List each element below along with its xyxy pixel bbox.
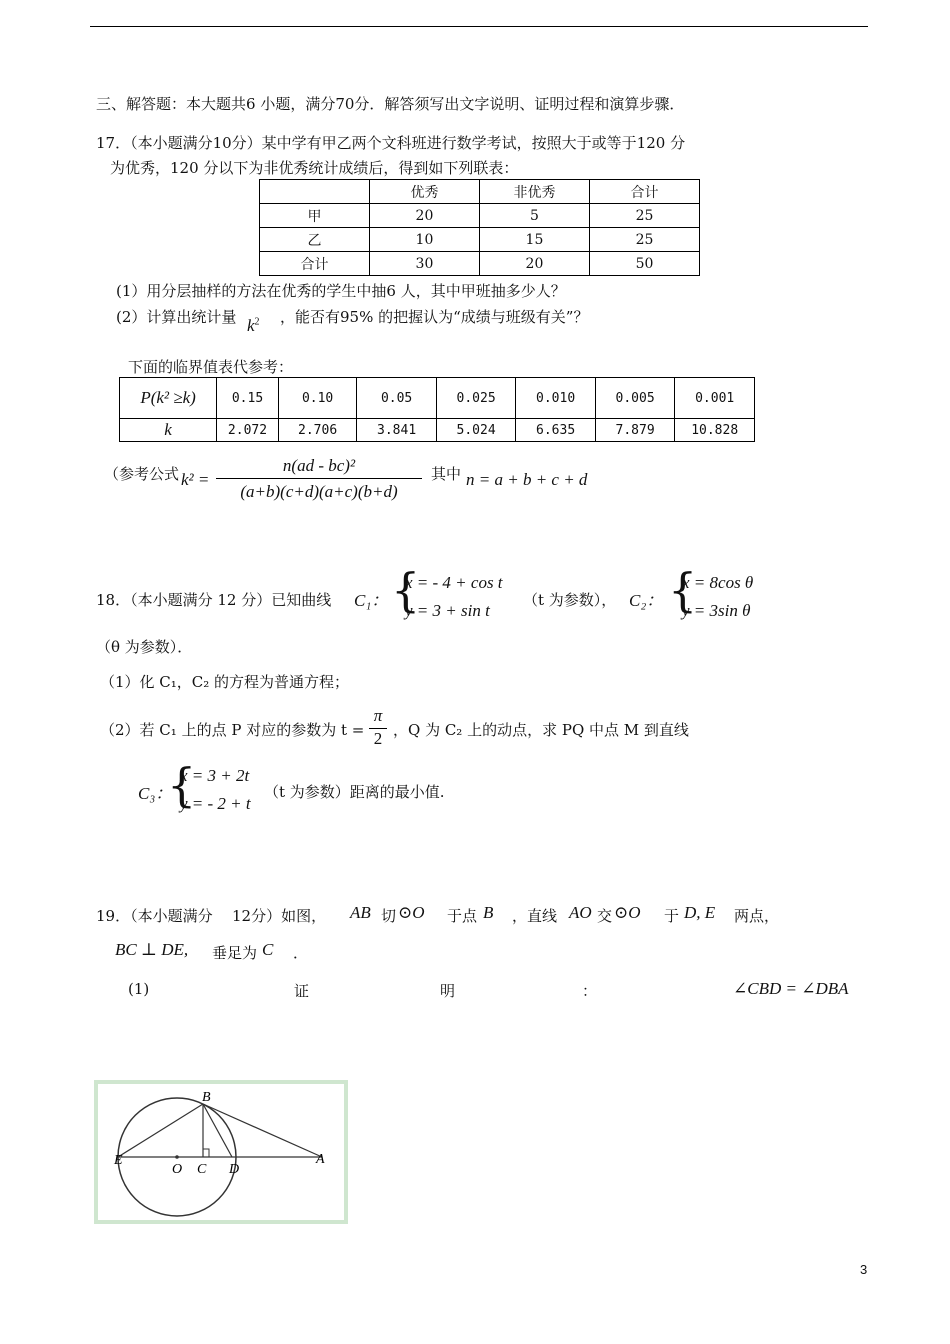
q18-c2-x: x = 8cos θ: [682, 573, 754, 592]
formula-fraction: [216, 456, 422, 502]
q17-k2: $k^2$: [247, 316, 260, 335]
label-o: O: [172, 1162, 183, 1177]
table-row: [260, 180, 700, 204]
q18-intro: 18．（本小题满分 12 分）已知曲线: [96, 591, 332, 609]
table-cell: k: [120, 419, 217, 442]
formula-numerator: n(ad - bc)²: [216, 456, 422, 479]
table-cell: 2.072: [217, 419, 279, 442]
critical-value-table: [119, 377, 755, 442]
q17-part2-a: (2）计算出统计量: [116, 308, 237, 326]
q19-part1-label: (1): [128, 980, 150, 998]
q19-at: 于: [664, 907, 680, 925]
fraction-numerator: π: [369, 706, 387, 729]
q17-part1: (1）用分层抽样的方法在优秀的学生中抽6 人，其中甲班抽多少人？: [116, 282, 566, 300]
q18-part2-a: （2）若 C₁ 上的点 P 对应的参数为 t =: [100, 721, 365, 739]
table-row: [260, 252, 700, 276]
q18-pi-fraction: [369, 706, 387, 749]
formula-lhs: k² =: [181, 470, 210, 489]
q18-c1-label: C₁：: [354, 591, 389, 610]
q19-part1-colon: ：: [582, 982, 598, 1000]
q19-circle-o: ⊙O: [398, 903, 425, 922]
q18-c1-x: x = - 4 + cos t: [405, 573, 503, 592]
q19-ao: AO: [569, 903, 592, 922]
q18-c2-y: y = 3sin θ: [682, 601, 751, 620]
table-cell: 0.001: [675, 378, 755, 419]
q19-part1-ming: 明: [440, 982, 456, 1000]
q19-line2-d: ．: [293, 944, 309, 962]
crit-intro: 下面的临界值表代参考：: [128, 358, 294, 376]
table-cell: 5: [479, 204, 589, 228]
table-row: [260, 204, 700, 228]
table-cell: 5.024: [436, 419, 516, 442]
table-cell: 非优秀: [479, 180, 589, 204]
q19-angle-equation: ∠CBD = ∠DBA: [733, 979, 849, 998]
page-number: 3: [860, 1262, 868, 1277]
q18-c1-y: y = 3 + sin t: [405, 601, 490, 620]
q18-part2-b: ，Q 为 C₂ 上的动点，求 PQ 中点 M 到直线: [393, 721, 689, 739]
table-row: [260, 228, 700, 252]
table-cell: 3.841: [357, 419, 437, 442]
table-cell: 2.706: [278, 419, 357, 442]
q17-line2: 为优秀，120 分以下为非优秀统计成绩后，得到如下列联表：: [110, 159, 519, 177]
table-cell: 0.010: [516, 378, 596, 419]
table-cell: 50: [589, 252, 699, 276]
label-e: E: [114, 1153, 123, 1168]
brace-icon: {: [391, 563, 421, 617]
table-cell: 0.15: [217, 378, 279, 419]
table-cell: 乙: [260, 228, 370, 252]
table-row: [120, 378, 755, 419]
table-cell: 25: [589, 228, 699, 252]
circle-tangent-diagram: [98, 1084, 344, 1220]
brace-icon: {: [167, 758, 197, 812]
q19-line2-a: BC ⊥ DE,: [115, 940, 189, 959]
table-cell: 6.635: [516, 419, 596, 442]
q18-param-theta: （θ 为参数）．: [96, 638, 193, 656]
table-cell: 10: [369, 228, 479, 252]
q19-part1-zheng: 证: [294, 982, 310, 1000]
table-cell: [260, 180, 370, 204]
geometry-figure: [94, 1080, 348, 1224]
table-cell: 20: [369, 204, 479, 228]
q19-b: B: [483, 903, 494, 922]
table-row: [120, 419, 755, 442]
q19-line-ao: ，直线: [512, 907, 558, 925]
table-cell: P(k² ≥k): [120, 378, 217, 419]
q19-ab: AB: [350, 903, 371, 922]
formula-n: n = a + b + c + d: [466, 470, 588, 489]
table-cell: 0.05: [357, 378, 437, 419]
line-eb: [118, 1104, 203, 1157]
fraction-denominator: 2: [373, 729, 383, 748]
center-point: [175, 1155, 179, 1159]
formula-intro: （参考公式: [104, 465, 180, 483]
q18-param-t: （t 为参数），: [523, 591, 617, 609]
q18-c3-y: y = - 2 + t: [180, 794, 251, 813]
table-cell: 合计: [260, 252, 370, 276]
q18-c2-label: C₂：: [629, 591, 664, 610]
brace-icon: {: [668, 563, 698, 617]
section-title: 三、解答题：本大题共6 小题，满分70分．解答须写出文字说明、证明过程和演算步骤．: [96, 95, 685, 113]
table-cell: 0.10: [278, 378, 357, 419]
q18-c3-x: x = 3 + 2t: [180, 766, 250, 785]
q19-line2-b: 垂足为: [212, 944, 258, 962]
table-cell: 25: [589, 204, 699, 228]
label-a: A: [316, 1152, 325, 1167]
table-cell: 0.025: [436, 378, 516, 419]
formula-denominator: (a+b)(c+d)(a+c)(b+d): [240, 482, 398, 501]
q19-two-points: 两点，: [734, 907, 780, 925]
table-cell: 10.828: [675, 419, 755, 442]
q19-line1-a: 19．（本小题满分: [96, 907, 213, 925]
q19-line2-c: C: [262, 940, 274, 959]
right-angle-mark: [203, 1149, 209, 1157]
q19-intersect: 交: [597, 907, 613, 925]
q18-c3-label: C₃：: [138, 784, 173, 803]
table-cell: 7.879: [595, 419, 675, 442]
q17-part2-b: ，能否有95% 的把握认为“成绩与班级有关”？: [280, 308, 589, 326]
table-cell: 0.005: [595, 378, 675, 419]
table-cell: 15: [479, 228, 589, 252]
q19-de: D, E: [684, 903, 716, 922]
q19-line1-b: 12分）如图，: [232, 907, 327, 925]
header-rule: [90, 26, 868, 27]
line-ba: [203, 1104, 322, 1157]
table-cell: 合计: [589, 180, 699, 204]
formula-mid: 其中: [431, 465, 462, 483]
q17-line1: 17．（本小题满分10分）某中学有甲乙两个文科班进行数学考试，按照大于或等于120 分: [96, 134, 686, 152]
label-c: C: [197, 1162, 207, 1177]
table-cell: 甲: [260, 204, 370, 228]
q18-part1: （1）化 C₁，C₂ 的方程为普通方程；: [100, 673, 350, 691]
q19-tangent: 切: [381, 907, 397, 925]
contingency-table: [259, 179, 700, 276]
table-cell: 优秀: [369, 180, 479, 204]
q19-circle-o2: ⊙O: [614, 903, 641, 922]
table-cell: 30: [369, 252, 479, 276]
q19-at-point: 于点: [447, 907, 478, 925]
q18-part2-c: （t 为参数）距离的最小值.: [264, 783, 445, 801]
label-d: D: [229, 1162, 240, 1177]
label-b: B: [202, 1090, 211, 1105]
table-cell: 20: [479, 252, 589, 276]
